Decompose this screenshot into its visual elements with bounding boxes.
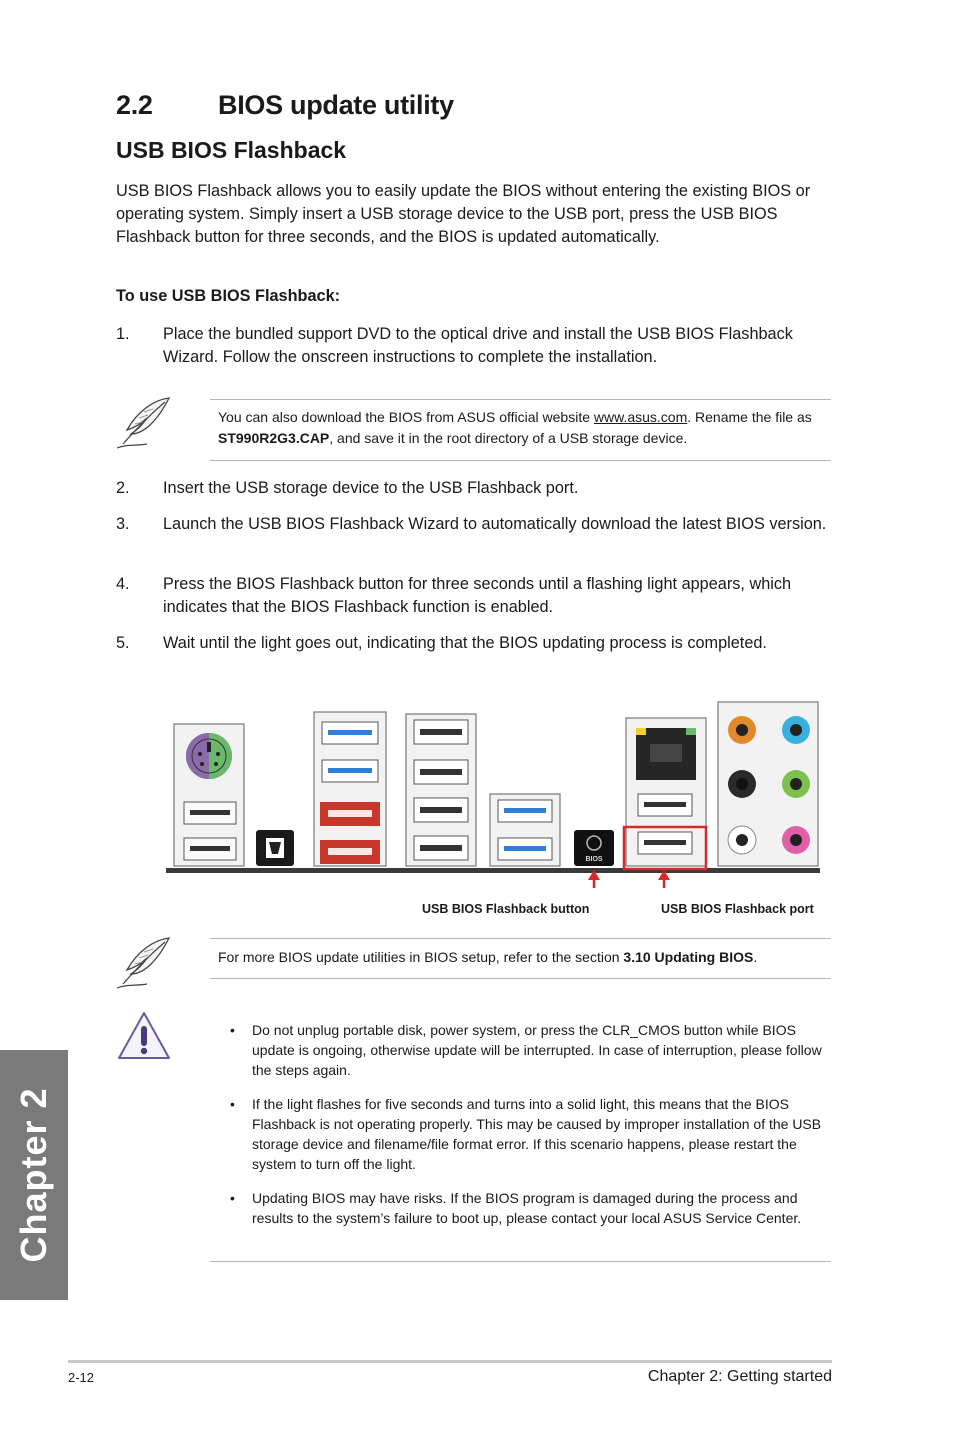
audio-jacks-block — [718, 702, 818, 866]
step-text: Press the BIOS Flashback button for three seconds until a flashing light appears, which indicates that the BIOS Flashback function is enabled. — [163, 575, 792, 616]
step-text: Launch the USB BIOS Flashback Wizard to automatically download the latest BIOS version. — [163, 515, 827, 533]
rear-io-panel-diagram — [160, 698, 828, 888]
note-box-download — [210, 399, 831, 461]
note-text — [210, 939, 831, 975]
note-text-post: . — [753, 949, 758, 965]
warning-text: Updating BIOS may have risks. If the BIOS program is damaged during the process and results to the system’s failure to boot up, please contact your local ASUS Service Center. — [252, 1190, 802, 1226]
bios-flashback-button — [574, 830, 614, 866]
note-box-bios-setup — [210, 938, 831, 979]
section-title-text: BIOS update utility — [218, 90, 454, 120]
usb3-pair — [490, 794, 560, 866]
bullet: • — [230, 1190, 235, 1206]
step-text: Insert the USB storage device to the USB Flashback port. — [163, 479, 579, 497]
subsection-title: USB BIOS Flashback — [116, 137, 347, 163]
bios-filename: ST990R2G3.CAP — [218, 430, 330, 446]
step-5 — [116, 632, 836, 655]
optical-spdif-port — [256, 830, 294, 866]
step-text: Wait until the light goes out, indicating that the BIOS updating process is completed. — [163, 634, 767, 652]
flashback-port-caption: USB BIOS Flashback port — [661, 902, 814, 916]
step-2 — [116, 477, 836, 500]
step-number: 2. — [116, 479, 130, 497]
page-number: 2-12 — [68, 1370, 95, 1385]
footer-chapter-title: Chapter 2: Getting started — [647, 1368, 832, 1385]
note-text-post: , and save it in the root directory of a USB storage device. — [329, 430, 688, 446]
footer-divider — [68, 1360, 832, 1363]
asus-website-link[interactable]: www.asus.com — [593, 409, 688, 425]
step-1 — [116, 323, 836, 369]
step-number: 5. — [116, 634, 130, 652]
note-text — [210, 400, 831, 456]
feather-note-icon — [113, 394, 173, 452]
warning-item — [210, 1188, 831, 1228]
step-number: 4. — [116, 575, 130, 593]
section-title — [116, 90, 454, 121]
warning-box — [210, 1020, 831, 1262]
usb-quad-stack — [406, 714, 476, 866]
step-3 — [116, 513, 836, 536]
howto-heading: To use USB BIOS Flashback: — [116, 287, 341, 305]
section-number: 2.2 — [116, 90, 153, 120]
warning-text: Do not unplug portable disk, power system, or press the CLR_CMOS button while BIOS update is ongoing, otherwise update will be interrupted. In case of interruption, please follow the steps again. — [252, 1022, 822, 1078]
bullet: • — [230, 1096, 235, 1112]
chapter-tab-label: Chapter 2 — [13, 1087, 54, 1263]
step-text: Place the bundled support DVD to the optical drive and install the USB BIOS Flashback Wizard. Follow the onscreen instructions to complete the installation. — [163, 325, 793, 366]
warning-item — [210, 1094, 831, 1174]
ps2-usb-block — [174, 724, 244, 866]
step-number: 3. — [116, 515, 130, 533]
warning-item — [210, 1020, 831, 1080]
note-text-pre: You can also download the BIOS from ASUS official website — [218, 409, 594, 425]
note-text-mid: . Rename the file as — [687, 409, 812, 425]
step-number: 1. — [116, 325, 130, 343]
warning-list — [210, 1020, 831, 1228]
bullet: • — [230, 1022, 235, 1038]
section-reference: 3.10 Updating BIOS — [623, 949, 754, 965]
note-text-pre: For more BIOS update utilities in BIOS setup, refer to the section — [218, 949, 624, 965]
step-4 — [116, 573, 836, 619]
feather-note-icon — [113, 934, 173, 992]
panel-baseline — [166, 868, 820, 873]
intro-paragraph: USB BIOS Flashback allows you to easily update the BIOS without entering the existing BIOS or operating system. Simply insert a USB storage device to the USB port, press the USB BIOS Flashback button for three seconds, and the BIOS is updated automatically. — [116, 182, 811, 246]
bios-button-label: BIOS — [585, 856, 603, 863]
chapter-side-tab — [0, 1050, 68, 1300]
flashback-button-caption: USB BIOS Flashback button — [422, 902, 590, 916]
usb-esata-stack — [314, 712, 386, 866]
warning-triangle-icon — [116, 1010, 172, 1062]
lan-usb-block — [624, 718, 706, 869]
warning-text: If the light flashes for five seconds and turns into a solid light, this means that the BIOS Flashback is not operating properly. This may be caused by improper installation of the USB storage device and filename/file format error. If this scenario happens, please restart the system to turn off the light. — [252, 1096, 822, 1172]
